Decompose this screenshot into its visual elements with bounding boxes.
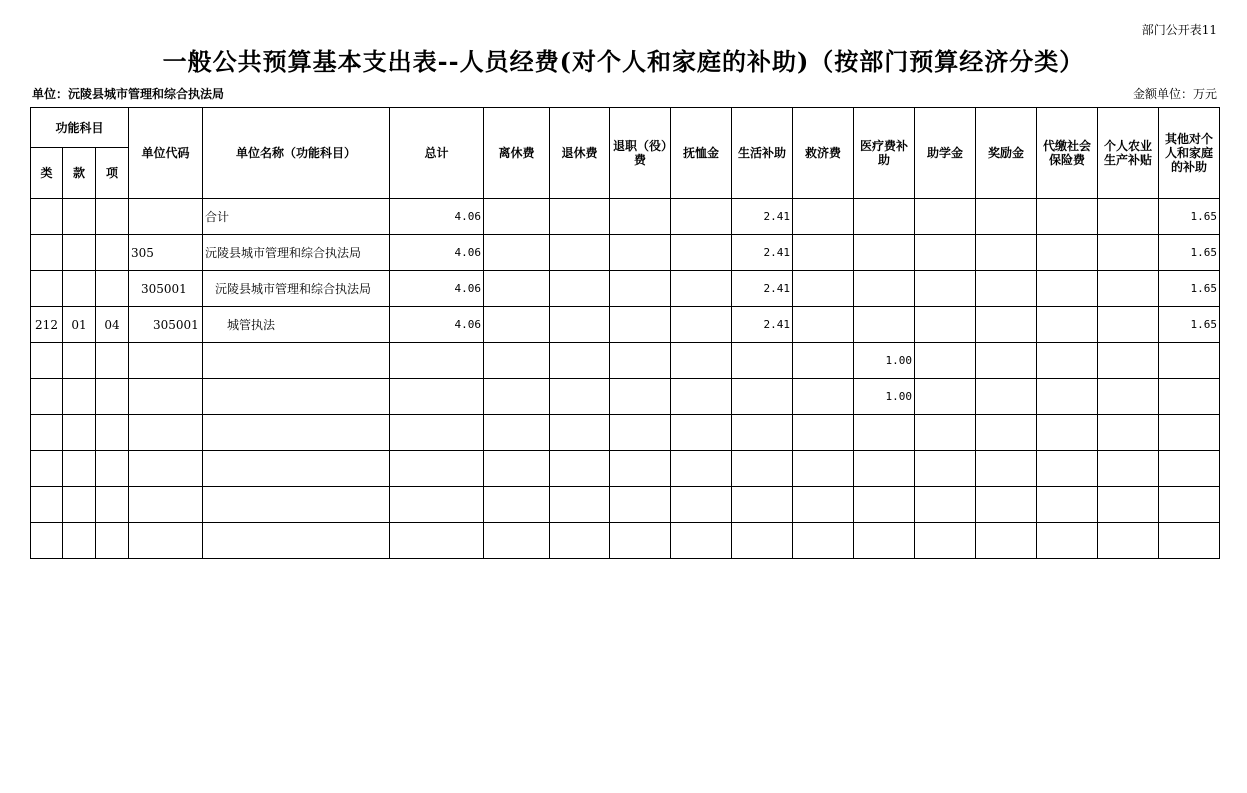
- cell-zhuxue: [915, 451, 976, 487]
- cell-code: 305: [129, 235, 203, 271]
- cell-jiangli: [976, 451, 1037, 487]
- cell-yiliao: [854, 415, 915, 451]
- cell-code: 305001: [129, 271, 203, 307]
- header-zhuxue: 助学金: [915, 108, 976, 199]
- table-row: [31, 343, 1220, 379]
- cell-fuxu: [671, 271, 732, 307]
- cell-tuixiu: [550, 343, 610, 379]
- header-yiliao: 医疗费补助: [854, 108, 915, 199]
- cell-xiang: [96, 199, 129, 235]
- header-lei: 类: [31, 148, 63, 199]
- cell-nongye: [1098, 379, 1159, 415]
- cell-jiangli: [976, 271, 1037, 307]
- cell-tuixiu: [550, 379, 610, 415]
- header-jiuji: 救济费: [793, 108, 854, 199]
- cell-zhuxue: [915, 415, 976, 451]
- cell-fuxu: [671, 343, 732, 379]
- cell-tuixiu: [550, 415, 610, 451]
- cell-lixiu: [484, 523, 550, 559]
- cell-xiang: [96, 343, 129, 379]
- cell-fuxu: [671, 523, 732, 559]
- cell-total: 4.06: [390, 235, 484, 271]
- cell-daijiao: [1037, 523, 1098, 559]
- cell-nongye: [1098, 235, 1159, 271]
- cell-name: [203, 523, 390, 559]
- cell-code: [129, 343, 203, 379]
- cell-total: [390, 523, 484, 559]
- cell-lei: [31, 199, 63, 235]
- cell-yiliao: [854, 271, 915, 307]
- cell-code: [129, 487, 203, 523]
- cell-tuixiu: [550, 451, 610, 487]
- cell-code: [129, 415, 203, 451]
- cell-xiang: [96, 271, 129, 307]
- header-shenghuo: 生活补助: [732, 108, 793, 199]
- cell-nongye: [1098, 451, 1159, 487]
- cell-jiuji: [793, 451, 854, 487]
- cell-tuizhi: [610, 199, 671, 235]
- cell-daijiao: [1037, 379, 1098, 415]
- cell-yiliao: [854, 235, 915, 271]
- cell-zhuxue: [915, 523, 976, 559]
- cell-kuan: [63, 451, 96, 487]
- cell-fuxu: [671, 199, 732, 235]
- cell-total: [390, 451, 484, 487]
- cell-lei: [31, 451, 63, 487]
- cell-lei: [31, 343, 63, 379]
- cell-jiuji: [793, 523, 854, 559]
- cell-daijiao: [1037, 415, 1098, 451]
- cell-tuizhi: [610, 415, 671, 451]
- cell-kuan: [63, 199, 96, 235]
- header-qita: 其他对个人和家庭的补助: [1159, 108, 1220, 199]
- cell-fuxu: [671, 379, 732, 415]
- cell-yiliao: [854, 199, 915, 235]
- cell-tuizhi: [610, 523, 671, 559]
- cell-total: [390, 487, 484, 523]
- cell-name: 沅陵县城市管理和综合执法局: [203, 235, 390, 271]
- form-number: 部门公开表11: [1141, 23, 1217, 37]
- cell-zhuxue: [915, 343, 976, 379]
- cell-fuxu: [671, 487, 732, 523]
- cell-kuan: [63, 523, 96, 559]
- cell-code: [129, 451, 203, 487]
- cell-xiang: [96, 451, 129, 487]
- cell-nongye: [1098, 415, 1159, 451]
- cell-yiliao: [854, 523, 915, 559]
- cell-tuixiu: [550, 199, 610, 235]
- cell-shenghuo: [732, 379, 793, 415]
- cell-lixiu: [484, 415, 550, 451]
- cell-nongye: [1098, 307, 1159, 343]
- header-unit-code: 单位代码: [129, 108, 203, 199]
- cell-xiang: 04: [96, 307, 129, 343]
- cell-xiang: [96, 235, 129, 271]
- cell-tuizhi: [610, 487, 671, 523]
- cell-daijiao: [1037, 487, 1098, 523]
- cell-tuizhi: [610, 235, 671, 271]
- cell-shenghuo: [732, 523, 793, 559]
- cell-fuxu: [671, 451, 732, 487]
- header-fuxu: 抚恤金: [671, 108, 732, 199]
- cell-total: [390, 343, 484, 379]
- cell-lixiu: [484, 235, 550, 271]
- cell-lei: [31, 487, 63, 523]
- cell-lixiu: [484, 271, 550, 307]
- cell-xiang: [96, 487, 129, 523]
- cell-shenghuo: 2.41: [732, 307, 793, 343]
- cell-yiliao: [854, 307, 915, 343]
- cell-lei: [31, 523, 63, 559]
- cell-lixiu: [484, 199, 550, 235]
- table-header: [31, 108, 1220, 199]
- cell-yiliao: [854, 487, 915, 523]
- cell-name: [203, 415, 390, 451]
- cell-tuixiu: [550, 487, 610, 523]
- header-kuan: 款: [63, 148, 96, 199]
- cell-lixiu: [484, 379, 550, 415]
- header-tuizhi: 退职（役）费: [610, 108, 671, 199]
- cell-qita: [1159, 415, 1220, 451]
- cell-jiuji: [793, 235, 854, 271]
- cell-tuizhi: [610, 343, 671, 379]
- cell-total: [390, 415, 484, 451]
- header-func-subject: 功能科目: [31, 108, 129, 148]
- cell-code: 305001: [129, 307, 203, 343]
- cell-tuizhi: [610, 451, 671, 487]
- table-row: [31, 199, 1220, 235]
- table-row: [31, 523, 1220, 559]
- cell-name: [203, 343, 390, 379]
- cell-qita: 1.65: [1159, 235, 1220, 271]
- cell-yiliao: 1.00: [854, 379, 915, 415]
- cell-qita: 1.65: [1159, 271, 1220, 307]
- table-row: [31, 451, 1220, 487]
- table-row: [31, 271, 1220, 307]
- cell-name: [203, 487, 390, 523]
- cell-total: [390, 379, 484, 415]
- cell-xiang: [96, 379, 129, 415]
- cell-daijiao: [1037, 451, 1098, 487]
- cell-xiang: [96, 523, 129, 559]
- cell-nongye: [1098, 271, 1159, 307]
- cell-kuan: [63, 271, 96, 307]
- cell-jiangli: [976, 523, 1037, 559]
- cell-jiangli: [976, 379, 1037, 415]
- cell-tuizhi: [610, 307, 671, 343]
- cell-tuizhi: [610, 379, 671, 415]
- table-body: [31, 199, 1220, 559]
- unit-label: 单位：沅陵县城市管理和综合执法局: [32, 87, 225, 101]
- cell-name: 合计: [203, 199, 390, 235]
- cell-kuan: [63, 415, 96, 451]
- cell-code: [129, 523, 203, 559]
- cell-code: [129, 199, 203, 235]
- cell-jiangli: [976, 343, 1037, 379]
- cell-lei: [31, 379, 63, 415]
- cell-jiuji: [793, 307, 854, 343]
- cell-qita: [1159, 343, 1220, 379]
- page-title: 一般公共预算基本支出表--人员经费(对个人和家庭的补助)（按部门预算经济分类）: [162, 47, 1085, 76]
- cell-qita: 1.65: [1159, 199, 1220, 235]
- cell-daijiao: [1037, 235, 1098, 271]
- header-lixiu: 离休费: [484, 108, 550, 199]
- cell-nongye: [1098, 343, 1159, 379]
- cell-daijiao: [1037, 343, 1098, 379]
- cell-shenghuo: 2.41: [732, 199, 793, 235]
- cell-lei: [31, 271, 63, 307]
- cell-kuan: [63, 343, 96, 379]
- table-row: [31, 379, 1220, 415]
- cell-jiuji: [793, 343, 854, 379]
- header-unit-name: 单位名称（功能科目）: [203, 108, 390, 199]
- table-row: [31, 235, 1220, 271]
- cell-zhuxue: [915, 235, 976, 271]
- cell-name: 沅陵县城市管理和综合执法局: [203, 271, 390, 307]
- cell-total: 4.06: [390, 307, 484, 343]
- cell-zhuxue: [915, 307, 976, 343]
- cell-jiangli: [976, 415, 1037, 451]
- cell-qita: [1159, 451, 1220, 487]
- cell-qita: [1159, 487, 1220, 523]
- cell-daijiao: [1037, 199, 1098, 235]
- cell-zhuxue: [915, 271, 976, 307]
- cell-total: 4.06: [390, 271, 484, 307]
- cell-daijiao: [1037, 307, 1098, 343]
- cell-yiliao: [854, 451, 915, 487]
- cell-jiuji: [793, 487, 854, 523]
- cell-lixiu: [484, 343, 550, 379]
- cell-fuxu: [671, 415, 732, 451]
- cell-jiangli: [976, 199, 1037, 235]
- cell-kuan: [63, 235, 96, 271]
- cell-shenghuo: [732, 343, 793, 379]
- cell-name: [203, 379, 390, 415]
- cell-jiuji: [793, 271, 854, 307]
- cell-jiangli: [976, 307, 1037, 343]
- cell-lei: 212: [31, 307, 63, 343]
- cell-daijiao: [1037, 271, 1098, 307]
- cell-lei: [31, 235, 63, 271]
- header-nongye: 个人农业生产补贴: [1098, 108, 1159, 199]
- header-tuixiu: 退休费: [550, 108, 610, 199]
- cell-jiuji: [793, 415, 854, 451]
- cell-kuan: [63, 487, 96, 523]
- cell-jiuji: [793, 199, 854, 235]
- cell-fuxu: [671, 235, 732, 271]
- cell-jiangli: [976, 487, 1037, 523]
- cell-tuixiu: [550, 271, 610, 307]
- header-jiangli: 奖励金: [976, 108, 1037, 199]
- cell-yiliao: 1.00: [854, 343, 915, 379]
- cell-kuan: 01: [63, 307, 96, 343]
- cell-tuizhi: [610, 271, 671, 307]
- header-total: 总计: [390, 108, 484, 199]
- cell-kuan: [63, 379, 96, 415]
- cell-zhuxue: [915, 199, 976, 235]
- cell-nongye: [1098, 199, 1159, 235]
- table-row: [31, 415, 1220, 451]
- cell-nongye: [1098, 487, 1159, 523]
- cell-qita: 1.65: [1159, 307, 1220, 343]
- cell-zhuxue: [915, 379, 976, 415]
- cell-code: [129, 379, 203, 415]
- cell-name: [203, 451, 390, 487]
- cell-shenghuo: [732, 487, 793, 523]
- cell-fuxu: [671, 307, 732, 343]
- cell-lixiu: [484, 487, 550, 523]
- cell-shenghuo: [732, 451, 793, 487]
- table-row: [31, 307, 1220, 343]
- header-daijiao: 代缴社会保险费: [1037, 108, 1098, 199]
- amount-unit-label: 金额单位：万元: [1132, 87, 1217, 101]
- cell-nongye: [1098, 523, 1159, 559]
- cell-zhuxue: [915, 487, 976, 523]
- cell-name: 城管执法: [203, 307, 390, 343]
- cell-qita: [1159, 523, 1220, 559]
- cell-lixiu: [484, 451, 550, 487]
- cell-shenghuo: 2.41: [732, 235, 793, 271]
- cell-tuixiu: [550, 523, 610, 559]
- header-xiang: 项: [96, 148, 129, 199]
- cell-shenghuo: [732, 415, 793, 451]
- expenditure-table: [30, 107, 1220, 559]
- cell-xiang: [96, 415, 129, 451]
- table-row: [31, 487, 1220, 523]
- cell-lei: [31, 415, 63, 451]
- cell-shenghuo: 2.41: [732, 271, 793, 307]
- cell-jiangli: [976, 235, 1037, 271]
- cell-jiuji: [793, 379, 854, 415]
- cell-qita: [1159, 379, 1220, 415]
- cell-total: 4.06: [390, 199, 484, 235]
- cell-tuixiu: [550, 235, 610, 271]
- cell-tuixiu: [550, 307, 610, 343]
- cell-lixiu: [484, 307, 550, 343]
